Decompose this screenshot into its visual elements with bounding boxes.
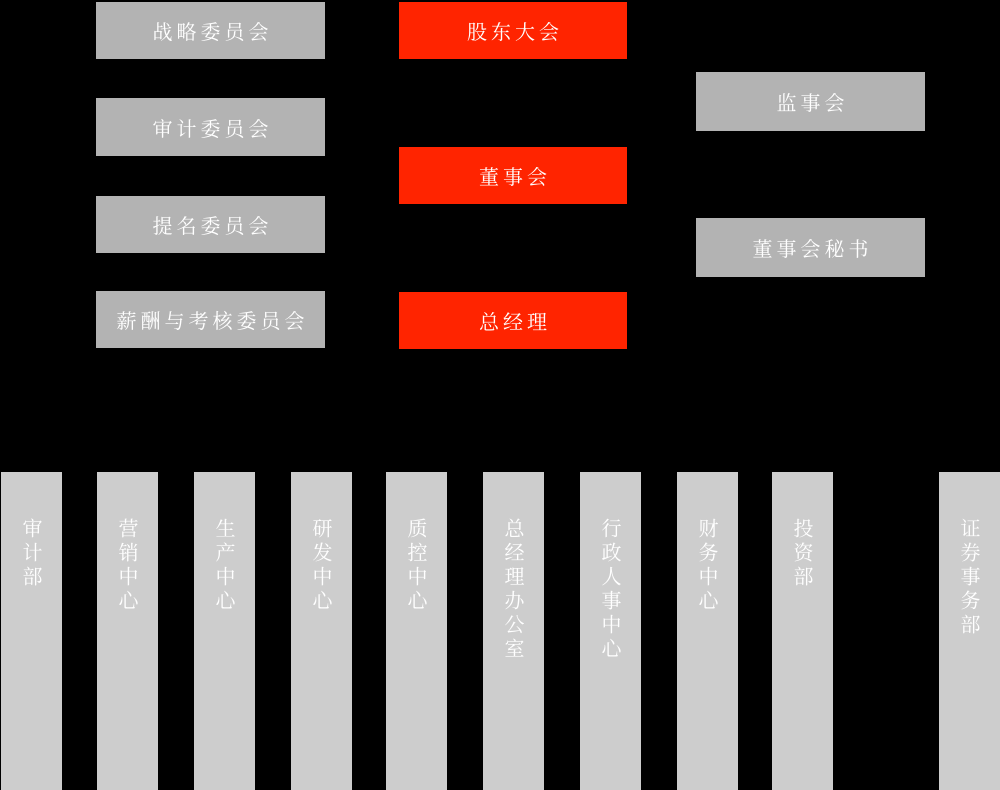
dept-investment-label: 投资部 <box>790 518 814 590</box>
dept-admin-hr-center <box>580 472 641 790</box>
dept-production-center <box>194 472 255 790</box>
dept-production-center-label: 生产中心 <box>212 518 236 614</box>
dept-audit <box>1 472 62 790</box>
node-supervisory-board: 监事会 <box>696 72 925 131</box>
dept-quality-control-center <box>386 472 447 790</box>
dept-marketing-center-label: 营销中心 <box>115 518 139 614</box>
node-compensation-assessment-committee: 薪酬与考核委员会 <box>96 291 325 348</box>
dept-finance-center-label: 财务中心 <box>695 518 719 614</box>
dept-gm-office-label: 总经理办公室 <box>501 518 525 662</box>
node-board-of-directors: 董事会 <box>399 147 627 204</box>
dept-quality-control-center-label: 质控中心 <box>404 518 428 614</box>
node-shareholders-meeting: 股东大会 <box>399 2 627 59</box>
node-audit-committee: 审计委员会 <box>96 98 325 156</box>
node-strategy-committee: 战略委员会 <box>96 2 325 59</box>
dept-gm-office <box>483 472 544 790</box>
dept-admin-hr-center-label: 行政人事中心 <box>598 518 622 662</box>
dept-finance-center <box>677 472 738 790</box>
dept-rd-center <box>291 472 352 790</box>
node-nomination-committee: 提名委员会 <box>96 196 325 253</box>
dept-securities-affairs-label: 证券事务部 <box>957 518 981 638</box>
dept-securities-affairs <box>939 472 1000 790</box>
node-general-manager: 总经理 <box>399 292 627 349</box>
dept-rd-center-label: 研发中心 <box>309 518 333 614</box>
dept-investment <box>772 472 833 790</box>
dept-audit-label: 审计部 <box>19 518 43 590</box>
dept-marketing-center <box>97 472 158 790</box>
node-board-secretary: 董事会秘书 <box>696 218 925 277</box>
